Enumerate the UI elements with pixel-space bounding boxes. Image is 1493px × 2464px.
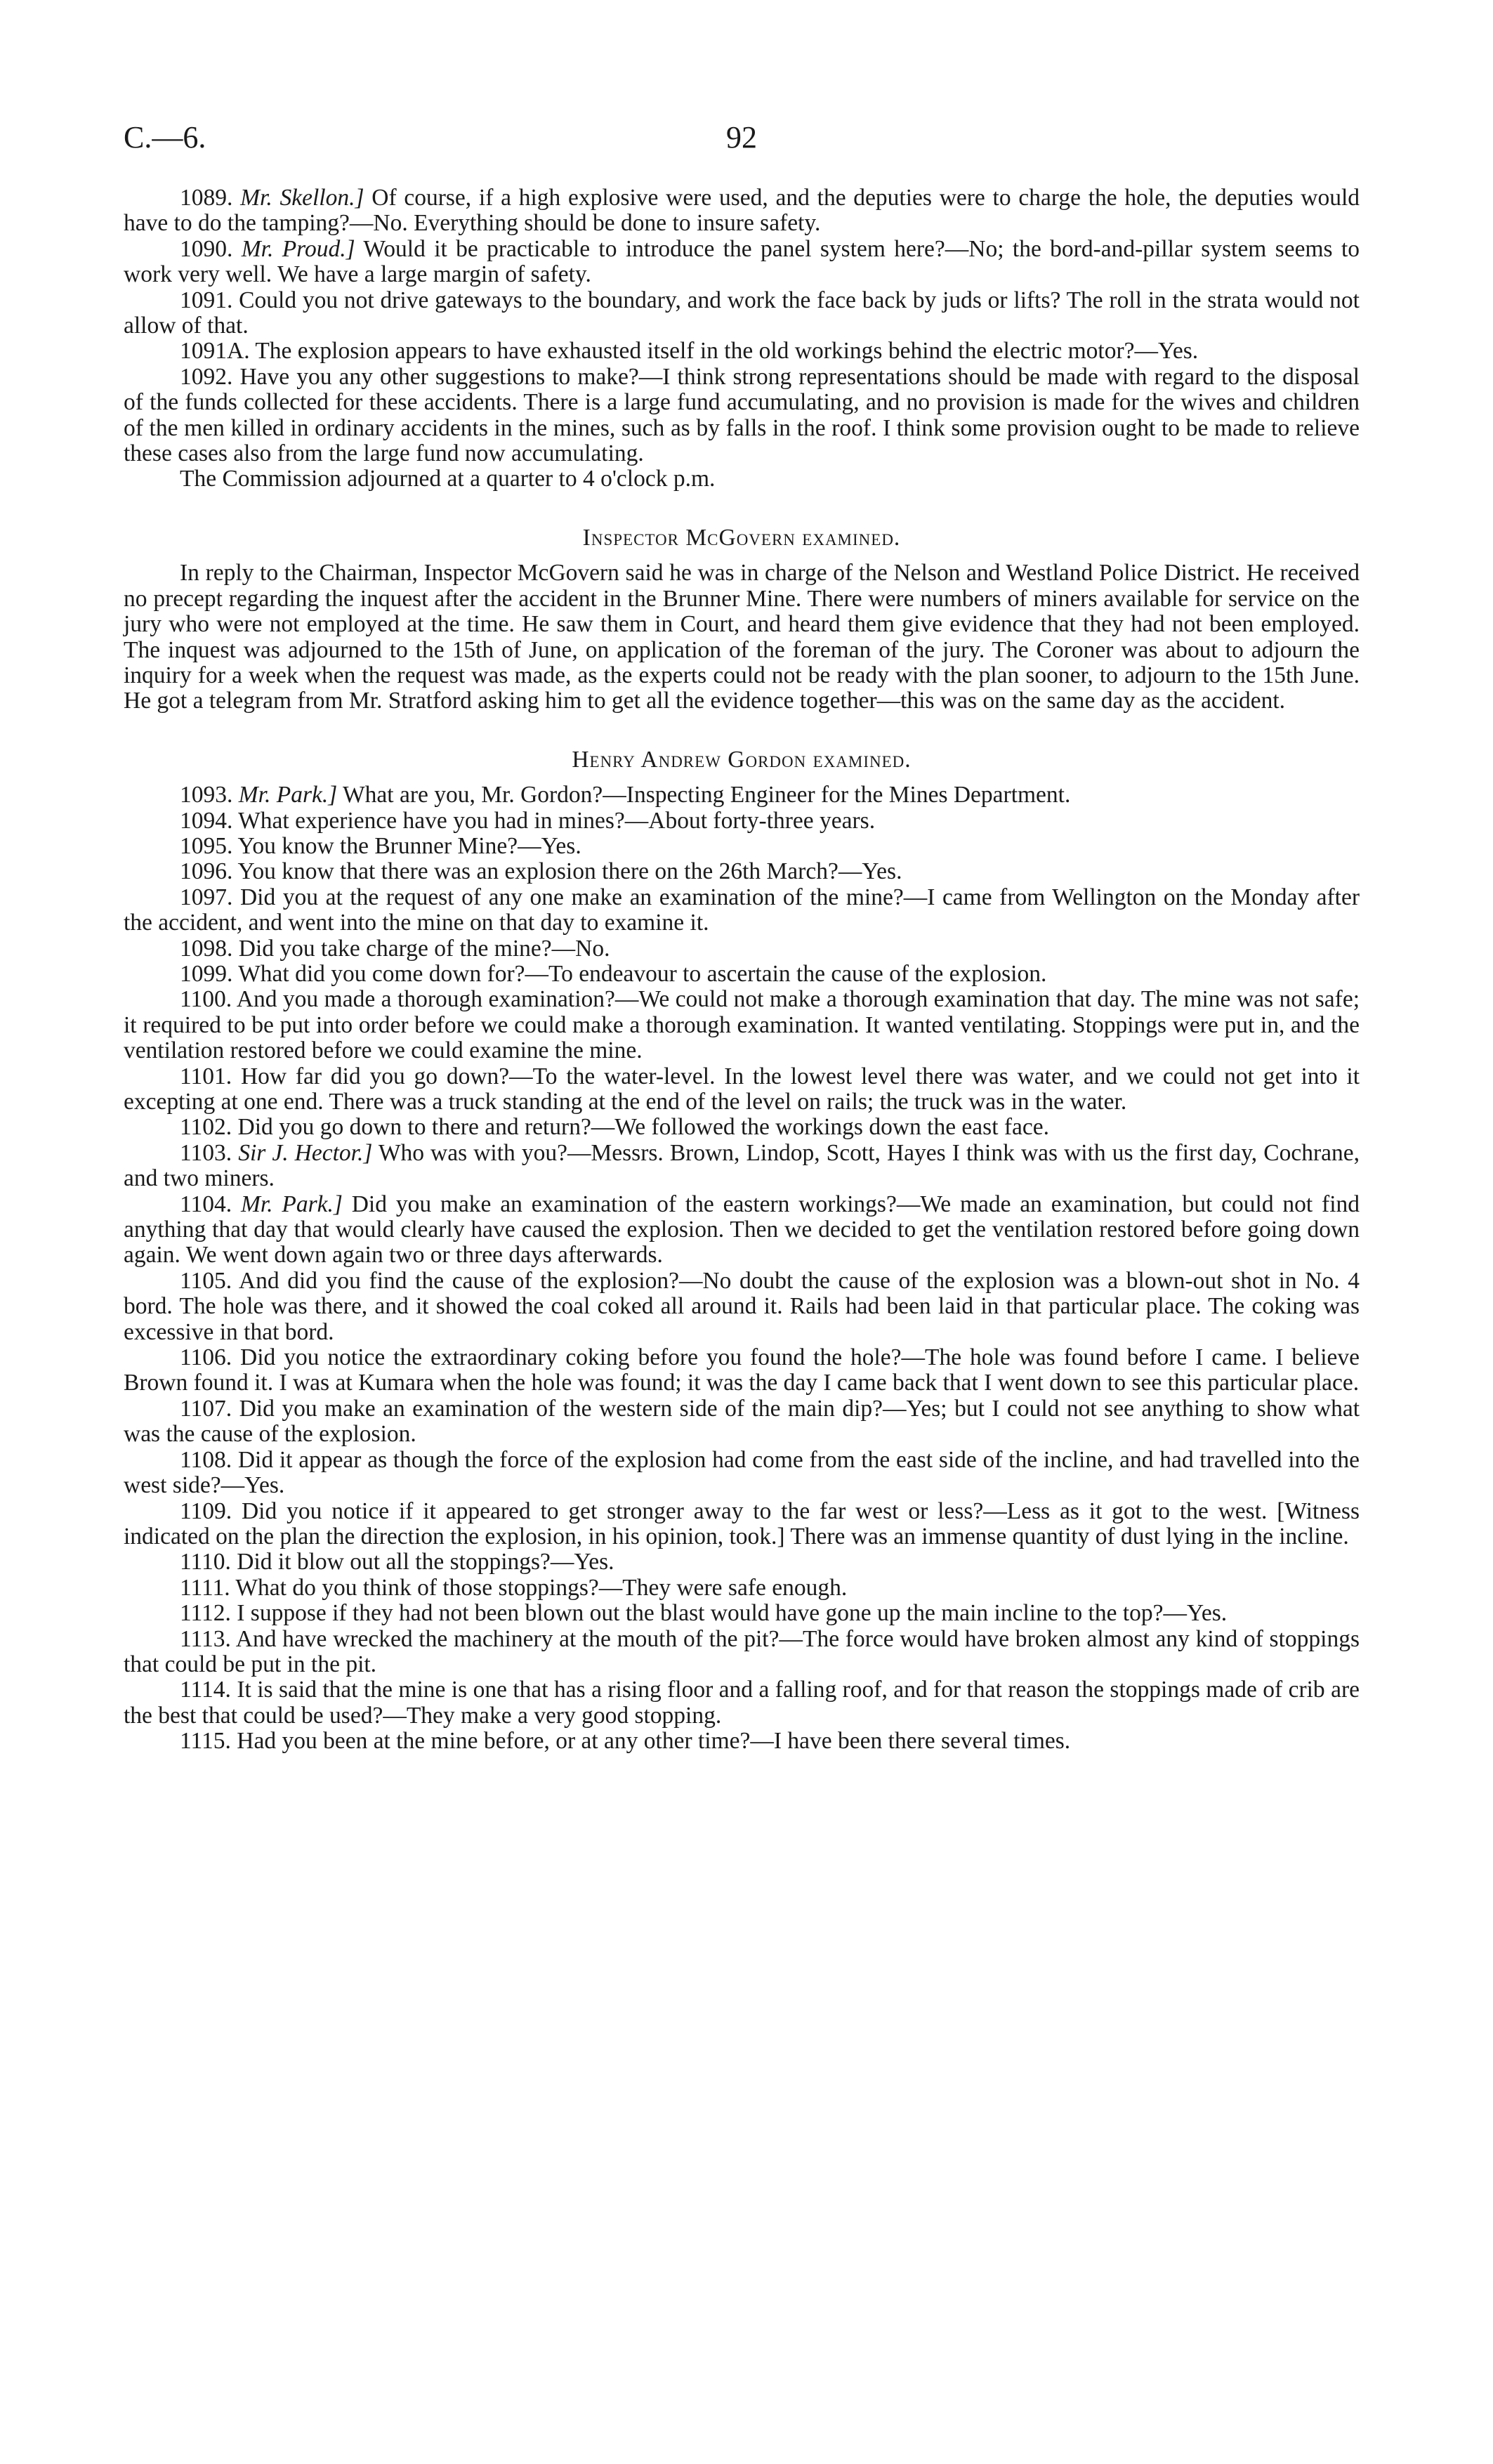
section-heading: Inspector McGovern examined. <box>582 524 901 551</box>
speaker-name: Mr. Park.] <box>240 1191 343 1217</box>
paragraph: In reply to the Chairman, Inspector McGovern said he was in charge of the Nelson and Westland Police District. He received no precept regarding the inquest after the accident in the Brunner Mine. There were numbers of miners available for service on the jury who were not employed at the time. He saw them in Court, and heard them give evidence that they had not been employed. The inquest was adjourned to the 15th of June, on application of the foreman of the jury. The Coroner was about to adjourn the inquiry for a week when the request was made, as the experts could not be ready with the plan sooner, to adjourn to the 15th June. He got a telegram from Mr. Stratford asking him to get all the evidence together—this was on the same day as the accident. <box>124 560 1360 714</box>
paragraph: 1113. And have wrecked the machinery at the mouth of the pit?—The force would have broken almost any kind of stoppings that could be put in the pit. <box>124 1625 1360 1677</box>
paragraph: 1095. You know the Brunner Mine?—Yes. <box>180 832 581 859</box>
paragraph: 1112. I suppose if they had not been blown out the blast would have gone up the main incline to the top?—Yes. <box>180 1600 1228 1627</box>
speaker-name: Sir J. Hector.] <box>238 1139 373 1166</box>
paragraph: 1107. Did you make an examination of the western side of the main dip?—Yes; but I could not see anything to show what was the cause of the explosion. <box>124 1395 1360 1448</box>
paragraph: 1096. You know that there was an explosion there on the 26th March?—Yes. <box>180 858 902 885</box>
speaker-name: Mr. Skellon.] <box>240 185 364 211</box>
paragraph: 1092. Have you any other suggestions to make?—I think strong representations should be made with regard to the disposal of the funds collected for these accidents. There is a large fund accumulating, and no provision is made for the wives and children of the men killed in ordinary accidents in the mines, such as by falls in the roof. I think some provision ought to be made to relieve these cases also from the large fund now accumulating. <box>124 363 1360 467</box>
series-label: C.—6. <box>124 120 206 155</box>
paragraph: 1098. Did you take charge of the mine?—No. <box>180 935 610 962</box>
paragraph: 1103. Sir J. Hector.] Who was with you?—Messrs. Brown, Lindop, Scott, Hayes I think was with us the first day, Cochrane, and two miners. <box>124 1139 1360 1192</box>
paragraph: 1094. What experience have you had in mines?—About forty-three years. <box>180 807 876 834</box>
paragraph: 1109. Did you notice if it appeared to get stronger away to the far west or less?—Less as it got to the west. [Witness indicated on the plan the direction the explosion, in his opinion, took.] There was an immense quantity of dust lying in the incline. <box>124 1498 1360 1549</box>
paragraph: 1105. And did you find the cause of the explosion?—No doubt the cause of the explosion was a blown-out shot in No. 4 bord. The hole was there, and it showed the coal coked all around it. Rails had been laid in that particular place. The coking was excessive in that bord. <box>124 1267 1360 1345</box>
paragraph: 1114. It is said that the mine is one that has a rising floor and a falling roof, and for that reason the stoppings made of crib are the best that could be used?—They make a very good stopping. <box>124 1677 1360 1729</box>
paragraph: 1106. Did you notice the extraordinary coking before you found the hole?—The hole was found before I came. I believe Brown found it. I was at Kumara when the hole was found; it was the day I came back that I went down to see this particular place. <box>124 1344 1360 1396</box>
paragraph: 1104. Mr. Park.] Did you make an examination of the eastern workings?—We made an examination, but could not find anything that day that would clearly have caused the explosion. Then we decided to get the ventilation restored before going down again. We went down again two or three days afterwards. <box>124 1191 1360 1269</box>
paragraph: 1100. And you made a thorough examination?—We could not make a thorough examination that day. The mine was not safe; it required to be put into order before we could make a thorough examination. It wanted ventilating. Stoppings were put in, and the ventilation restored before we could examine the mine. <box>124 986 1360 1064</box>
page-number: 92 <box>726 120 757 155</box>
paragraph: 1101. How far did you go down?—To the water-level. In the lowest level there was water, and we could not get into it excepting at one end. There was a truck standing at the end of the level on rails; the truck was in the water. <box>124 1063 1360 1115</box>
paragraph: 1091. Could you not drive gateways to the boundary, and work the face back by juds or lifts? The roll in the strata would not allow of that. <box>124 287 1360 339</box>
page-header <box>124 119 1360 162</box>
paragraph: 1089. Mr. Skellon.] Of course, if a high explosive were used, and the deputies were to charge the hole, the deputies would have to do the tamping?—No. Everything should be done to insure safety. <box>124 185 1360 237</box>
paragraph: 1111. What do you think of those stoppings?—They were safe enough. <box>180 1574 848 1601</box>
paragraph: 1091A. The explosion appears to have exhausted itself in the old workings behind the electric motor?—Yes. <box>180 338 1199 365</box>
paragraph: 1093. Mr. Park.] What are you, Mr. Gordon?—Inspecting Engineer for the Mines Department. <box>180 782 1071 808</box>
paragraph: 1097. Did you at the request of any one make an examination of the mine?—I came from Wellington on the Monday after the accident, and went into the mine on that day to examine it. <box>124 884 1360 936</box>
document-body <box>124 185 1360 1755</box>
paragraph: The Commission adjourned at a quarter to 4 o'clock p.m. <box>180 466 716 492</box>
paragraph: 1090. Mr. Proud.] Would it be practicable to introduce the panel system here?—No; the bord-and-pillar system seems to work very well. We have a large margin of safety. <box>124 235 1360 288</box>
paragraph: 1115. Had you been at the mine before, or at any other time?—I have been there several times. <box>180 1728 1071 1755</box>
speaker-name: Mr. Proud.] <box>241 235 355 262</box>
paragraph: 1108. Did it appear as though the force of the explosion had come from the east side of the incline, and had travelled into the west side?—Yes. <box>124 1446 1360 1499</box>
section-heading: Henry Andrew Gordon examined. <box>572 746 912 773</box>
paragraph: 1099. What did you come down for?—To endeavour to ascertain the cause of the explosion. <box>180 960 1047 987</box>
paragraph: 1102. Did you go down to there and return?—We followed the workings down the east face. <box>180 1114 1050 1141</box>
paragraph: 1110. Did it blow out all the stoppings?—Yes. <box>180 1549 614 1575</box>
speaker-name: Mr. Park.] <box>238 782 338 808</box>
